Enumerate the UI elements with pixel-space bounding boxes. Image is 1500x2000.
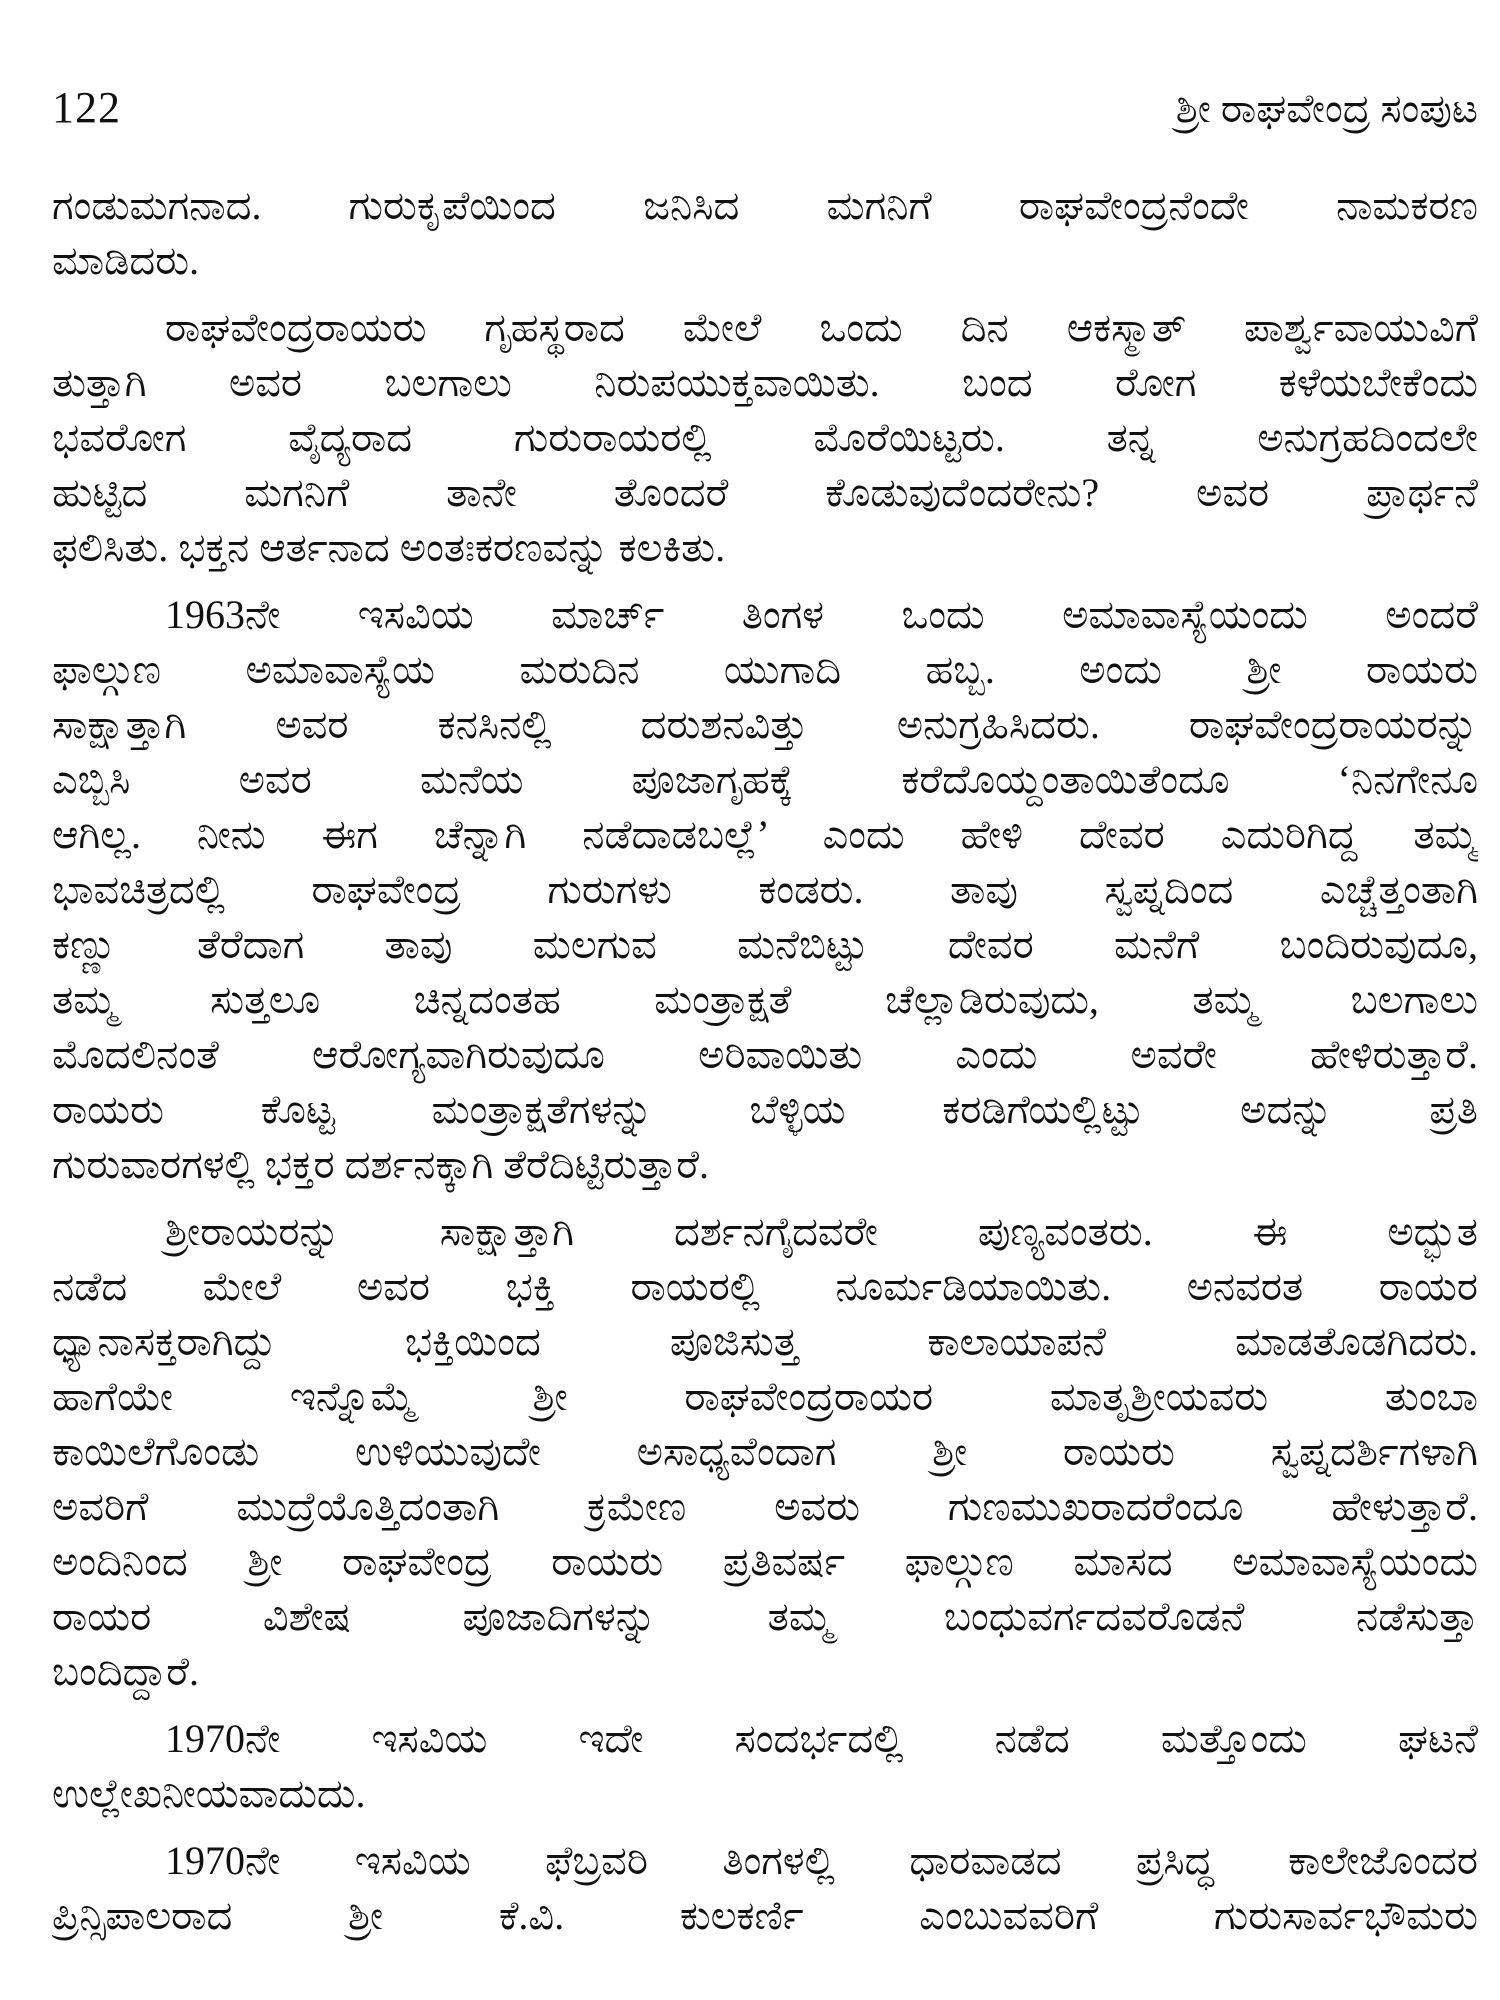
text-line: ಗಂಡುಮಗನಾದ. ಗುರುಕೃಪೆಯಿಂದ ಜನಿಸಿದ ಮಗನಿಗೆ ರಾಘವೇಂದ್ರನೆಂದೇ ನಾಮಕರಣ [52,183,1478,228]
text-line: 1963ನೇ ಇಸವಿಯ ಮಾರ್ಚ್ ತಿಂಗಳ ಒಂದು ಅಮಾವಾಸ್ಯೆಯಂದು ಅಂದರೆ [165,592,1478,637]
text-line: ಹಾಗೆಯೇ ಇನ್ನೊಮ್ಮೆ ಶ್ರೀ ರಾಘವೇಂದ್ರರಾಯರ ಮಾತೃಶ್ರೀಯವರು ತುಂಬಾ [52,1374,1478,1419]
text-line: ಕಣ್ಣು ತೆರೆದಾಗ ತಾವು ಮಲಗುವ ಮನೆಬಿಟ್ಟು ದೇವರ ಮನೆಗೆ ಬಂದಿರುವುದೂ, [52,922,1478,967]
text-line: ಆಗಿಲ್ಲ. ನೀನು ಈಗ ಚೆನ್ನಾಗಿ ನಡೆದಾಡಬಲ್ಲೆ’ ಎಂದು ಹೇಳಿ ದೇವರ ಎದುರಿಗಿದ್ದ ತಮ್ಮ [52,812,1478,857]
text-line: ರಾಘವೇಂದ್ರರಾಯರು ಗೃಹಸ್ಥರಾದ ಮೇಲೆ ಒಂದು ದಿನ ಆಕಸ್ಮಾತ್ ಪಾರ್ಶ್ವವಾಯುವಿಗೆ [165,305,1478,350]
paragraph [52,1711,1478,1821]
page-number: 122 [52,83,121,132]
text-line: ಮೊದಲಿನಂತೆ ಆರೋಗ್ಯವಾಗಿರುವುದೂ ಅರಿವಾಯಿತು ಎಂದು ಅವರೇ ಹೇಳಿರುತ್ತಾರೆ. [52,1032,1478,1077]
paragraph [52,587,1478,1192]
body-text [52,178,1478,1955]
text-line: ರಾಯರು ಕೊಟ್ಟ ಮಂತ್ರಾಕ್ಷತೆಗಳನ್ನು ಬೆಳ್ಳಿಯ ಕರಡಿಗೆಯಲ್ಲಿಟ್ಟು ಅದನ್ನು ಪ್ರತಿ [52,1087,1478,1132]
text-line: ಎಬ್ಬಿಸಿ ಅವರ ಮನೆಯ ಪೂಜಾಗೃಹಕ್ಕೆ ಕರೆದೊಯ್ದಂತಾಯಿತೆಂದೂ ‘ನಿನಗೇನೂ [52,757,1478,802]
text-line: ಅವರಿಗೆ ಮುದ್ರೆಯೊತ್ತಿದಂತಾಗಿ ಕ್ರಮೇಣ ಅವರು ಗುಣಮುಖರಾದರೆಂದೂ ಹೇಳುತ್ತಾರೆ. [52,1484,1478,1529]
text-line: ಶ್ರೀರಾಯರನ್ನು ಸಾಕ್ಷಾತ್ತಾಗಿ ದರ್ಶನಗೈದವರೇ ಪುಣ್ಯವಂತರು. ಈ ಅದ್ಭುತ [165,1209,1478,1254]
text-line: ಗುರುವಾರಗಳಲ್ಲಿ ಭಕ್ತರ ದರ್ಶನಕ್ಕಾಗಿ ತೆರೆದಿಟ್ಟಿರುತ್ತಾರೆ. [52,1142,709,1187]
text-line: ತುತ್ತಾಗಿ ಅವರ ಬಲಗಾಲು ನಿರುಪಯುಕ್ತವಾಯಿತು. ಬಂದ ರೋಗ ಕಳೆಯಬೇಕೆಂದು [52,360,1478,405]
text-line: ಬಂದಿದ್ದಾರೆ. [52,1649,199,1694]
text-line: ಪ್ರಿನ್ಸಿಪಾಲರಾದ ಶ್ರೀ ಕೆ.ವಿ. ಕುಲಕರ್ಣಿ ಎಂಬುವವರಿಗೆ ಗುರುಸಾರ್ವಭೌಮರು [52,1893,1478,1938]
paragraph [52,1204,1478,1699]
text-line: 1970ನೇ ಇಸವಿಯ ಫೆಬ್ರವರಿ ತಿಂಗಳಲ್ಲಿ ಧಾರವಾಡದ ಪ್ರಸಿದ್ಧ ಕಾಲೇಜೊಂದರ [165,1838,1478,1883]
running-header [52,78,1478,138]
running-title: ಶ್ರೀ ರಾಘವೇಂದ್ರ ಸಂಪುಟ [1175,86,1478,131]
paragraph [52,300,1478,575]
text-line: ಫಲಿಸಿತು. ಭಕ್ತನ ಆರ್ತನಾದ ಅಂತಃಕರಣವನ್ನು ಕಲಕಿತು. [52,525,726,570]
text-line: ನಡೆದ ಮೇಲೆ ಅವರ ಭಕ್ತಿ ರಾಯರಲ್ಲಿ ನೂರ್ಮಡಿಯಾಯಿತು. ಅನವರತ ರಾಯರ [52,1264,1478,1309]
text-line: ಭಾವಚಿತ್ರದಲ್ಲಿ ರಾಘವೇಂದ್ರ ಗುರುಗಳು ಕಂಡರು. ತಾವು ಸ್ವಪ್ನದಿಂದ ಎಚ್ಚೆತ್ತಂತಾಗಿ [52,867,1478,912]
text-line: ಹುಟ್ಟಿದ ಮಗನಿಗೆ ತಾನೇ ತೊಂದರೆ ಕೊಡುವುದೆಂದರೇನು? ಅವರ ಪ್ರಾರ್ಥನೆ [52,470,1478,515]
paragraph [52,178,1478,288]
text-line: ಧ್ಯಾನಾಸಕ್ತರಾಗಿದ್ದು ಭಕ್ತಿಯಿಂದ ಪೂಜಿಸುತ್ತ ಕಾಲಾಯಾಪನೆ ಮಾಡತೊಡಗಿದರು. [52,1319,1478,1364]
text-line: ಮಾಡಿದರು. [52,238,200,283]
text-line: 1970ನೇ ಇಸವಿಯ ಇದೇ ಸಂದರ್ಭದಲ್ಲಿ ನಡೆದ ಮತ್ತೊಂದು ಘಟನೆ [165,1716,1478,1761]
text-line: ಸಾಕ್ಷಾತ್ತಾಗಿ ಅವರ ಕನಸಿನಲ್ಲಿ ದರುಶನವಿತ್ತು ಅನುಗ್ರಹಿಸಿದರು. ರಾಘವೇಂದ್ರರಾಯರನ್ನು [52,702,1478,747]
text-line: ತಮ್ಮ ಸುತ್ತಲೂ ಚಿನ್ನದಂತಹ ಮಂತ್ರಾಕ್ಷತೆ ಚೆಲ್ಲಾಡಿರುವುದು, ತಮ್ಮ ಬಲಗಾಲು [52,977,1478,1022]
text-line: ರಾಯರ ವಿಶೇಷ ಪೂಜಾದಿಗಳನ್ನು ತಮ್ಮ ಬಂಧುವರ್ಗದವರೊಡನೆ ನಡೆಸುತ್ತಾ [52,1594,1478,1639]
text-line: ಉಲ್ಲೇಖನೀಯವಾದುದು. [52,1771,366,1816]
paragraph [52,1833,1478,1943]
text-line: ಅಂದಿನಿಂದ ಶ್ರೀ ರಾಘವೇಂದ್ರ ರಾಯರು ಪ್ರತಿವರ್ಷ ಫಾಲ್ಗುಣ ಮಾಸದ ಅಮಾವಾಸ್ಯೆಯಂದು [52,1539,1478,1584]
text-line: ಫಾಲ್ಗುಣ ಅಮಾವಾಸ್ಯೆಯ ಮರುದಿನ ಯುಗಾದಿ ಹಬ್ಬ. ಅಂದು ಶ್ರೀ ರಾಯರು [52,647,1478,692]
text-line: ಕಾಯಿಲೆಗೊಂಡು ಉಳಿಯುವುದೇ ಅಸಾಧ್ಯವೆಂದಾಗ ಶ್ರೀ ರಾಯರು ಸ್ವಪ್ನದರ್ಶಿಗಳಾಗಿ [52,1429,1478,1474]
text-line: ಭವರೋಗ ವೈದ್ಯರಾದ ಗುರುರಾಯರಲ್ಲಿ ಮೊರೆಯಿಟ್ಟರು. ತನ್ನ ಅನುಗ್ರಹದಿಂದಲೇ [52,415,1478,460]
